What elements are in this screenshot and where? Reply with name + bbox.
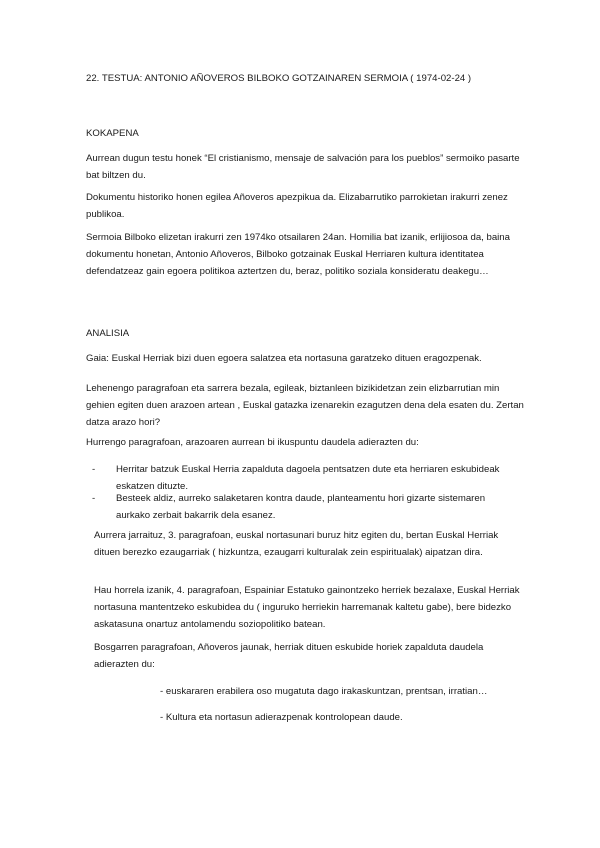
bullet-dash: - [92,493,96,504]
document-title: 22. TESTUA: ANTONIO AÑOVEROS BILBOKO GOTZAINAREN SERMOIA ( 1974-02-24 ) [86,73,472,84]
analisia-paragraph-4: Hau horrela izanik, 4. paragrafoan, Espainiar Estatuko gainontzeko herriek bezalaxe, Euskal Herriak nortasuna mantentzeko eskubidea du ( inguruko herriekin harremanak kaltetu gabe), bere bidezko askatasuna onartuz antolamendu soziopolitiko batean. [94,585,520,630]
analisia-paragraph-5: Bosgarren paragrafoan, Añoveros jaunak, herriak dituen eskubide horiek zapalduta daudela adierazten du: [94,642,484,670]
sub-list-item: - Kultura eta nortasun adierazpenak kontrolopean daude. [160,712,403,723]
kokapena-paragraph-3: Sermoia Bilboko elizetan irakurri zen 1974ko otsailaren 24an. Homilia bat izanik, erlijiosoa da, baina dokumentu honetan, Antonio Añoveros, Bilboko gotzainak Euskal Herriaren kultura identitatea defendatzeaz gain egoera politikoa aztertzen du, beraz, politiko soziala konsideratu deakegu… [86,232,510,277]
sub-list-item: - euskararen erabilera oso mugatuta dago irakaskuntzan, prentsan, irratian… [160,686,488,697]
section-heading-analisia: ANALISIA [86,328,130,339]
gaia-paragraph: Gaia: Euskal Herriak bizi duen egoera salatzea eta nortasuna garatzeko dituen eragozpenak. [86,353,482,364]
analisia-paragraph-1: Lehenengo paragrafoan eta sarrera bezala, egileak, biztanleen bizikidetzan zein elizbarrutian min gehien egiten duen arazoen artean , Euskal gatazka izenarekin ezagutzen dena dela esaten du. Zertan datza arazo hori? [86,383,524,428]
analisia-paragraph-3: Aurrera jarraituz, 3. paragrafoan, euskal nortasunari buruz hitz egiten du, bertan Euskal Herriak dituen berezko ezaugarriak ( hizkuntza, ezaugarri kulturalak zein espiritualak) aipatzan dira. [94,530,499,558]
bullet-dash: - [92,464,96,475]
bullet-item: Herritar batzuk Euskal Herria zapalduta dagoela pentsatzen dute eta herriaren eskubideak eskatzen dituzte. [116,464,500,492]
kokapena-paragraph-1: Aurrean dugun testu honek “El cristianismo, mensaje de salvación para los pueblos” sermoiko pasarte bat biltzen du. [86,153,520,181]
bullet-item: Besteek aldiz, aurreko salaketaren kontra daude, planteamentu hori gizarte sistemaren aurkako zerbait bakarrik dela esanez. [116,493,486,521]
section-heading-kokapena: KOKAPENA [86,128,139,139]
analisia-paragraph-2: Hurrengo paragrafoan, arazoaren aurrean bi ikuspuntu daudela adierazten du: [86,437,419,448]
kokapena-paragraph-2: Dokumentu historiko honen egilea Añoveros apezpikua da. Elizabarrutiko parrokietan irakurri zenez publikoa. [86,192,508,220]
